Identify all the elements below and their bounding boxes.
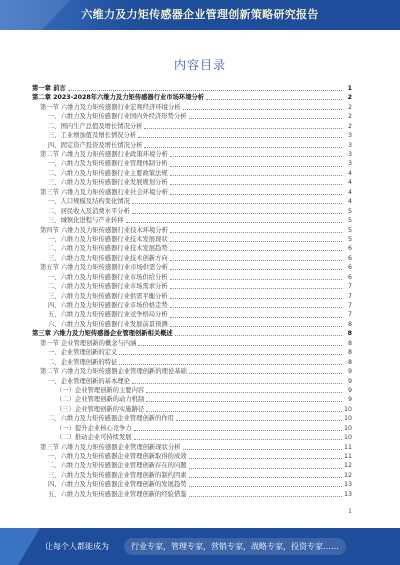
toc-entry-page: 10 bbox=[343, 434, 352, 442]
toc-entry-title: 二、企业管理创新的特征 bbox=[48, 358, 118, 366]
toc-entry-page: 8 bbox=[347, 330, 352, 338]
toc-entry[interactable] bbox=[32, 471, 352, 480]
toc-entry-title: 一、六维力及力矩传感器企业管理创新取得的成效 bbox=[48, 453, 187, 461]
toc-entry-page: 8 bbox=[347, 339, 352, 347]
toc-entry-page: 10 bbox=[343, 415, 352, 423]
dot-leader bbox=[189, 458, 342, 459]
dot-leader bbox=[144, 147, 342, 148]
toc-entry-title: 第三节 六维力及力矩传感器企业管理创新现状分析 bbox=[40, 443, 181, 451]
toc-entry-title: 第三节 六维力及力矩传感器行业社会环境分析 bbox=[40, 188, 168, 196]
toc-entry[interactable] bbox=[32, 452, 352, 461]
toc-entry[interactable] bbox=[32, 131, 352, 140]
toc-entry-page: 5 bbox=[347, 207, 352, 215]
toc-entry[interactable] bbox=[32, 348, 352, 357]
dot-leader bbox=[146, 411, 342, 412]
toc-entry[interactable] bbox=[32, 386, 352, 395]
toc-entry-page: 12 bbox=[343, 471, 352, 479]
toc-entry-title: 一、六维力及力矩传感器行业管理体制分析 bbox=[48, 160, 168, 168]
toc-entry[interactable] bbox=[32, 301, 352, 310]
toc-entry[interactable] bbox=[32, 339, 352, 348]
toc-entry[interactable] bbox=[32, 226, 352, 235]
footer-slogan: 让每个人都能成为 bbox=[45, 542, 109, 551]
toc-entry[interactable] bbox=[32, 178, 352, 187]
toc-entry[interactable] bbox=[32, 490, 352, 499]
dot-leader bbox=[170, 156, 342, 157]
toc-entry[interactable] bbox=[32, 122, 352, 131]
toc-entry-title: 一、六维力及力矩传感器行业国内外经济形势分析 bbox=[48, 113, 187, 121]
toc-entry-title: 第三章 六维力及力矩传感器企业管理创新相关概述 bbox=[32, 330, 173, 338]
toc-entry-page: 8 bbox=[347, 358, 352, 366]
dot-leader bbox=[134, 430, 342, 431]
toc-entry[interactable] bbox=[32, 197, 352, 206]
toc-entry-page: 7 bbox=[347, 302, 352, 310]
toc-entry[interactable] bbox=[32, 358, 352, 367]
toc-entry[interactable] bbox=[32, 480, 352, 489]
toc-entry-page: 9 bbox=[347, 396, 352, 404]
toc-entry-page: 10 bbox=[343, 405, 352, 413]
toc-entry-page: 9 bbox=[347, 377, 352, 385]
toc-entry-page: 12 bbox=[343, 462, 352, 470]
toc-entry-page: 4 bbox=[347, 179, 352, 187]
dot-leader bbox=[138, 345, 342, 346]
toc-entry-page: 6 bbox=[347, 273, 352, 281]
toc-entry-title: 二、居民收入及消费水平分析 bbox=[48, 207, 130, 215]
toc-entry-page: 10 bbox=[343, 424, 352, 432]
toc-entry-title: 第一章 前言 bbox=[32, 84, 66, 92]
toc-heading: 内容目录 bbox=[173, 58, 226, 72]
toc-entry-title: 第二章 2023-2028年六维力及力矩传感器行业市场环境分析 bbox=[32, 94, 205, 102]
toc-entry-title: 三、六维力及力矩传感器行业发展规划分析 bbox=[48, 179, 168, 187]
document-title: 六维力及力矩传感器企业管理创新策略研究报告 bbox=[81, 8, 319, 21]
toc-entry-page: 3 bbox=[347, 151, 352, 159]
table-of-contents bbox=[32, 84, 352, 499]
toc-entry-title: 第一节 六维力及力矩传感器行业宏观经济环境分析 bbox=[40, 103, 181, 111]
toc-entry-title: 六、六维力及力矩传感器行业发展前景预测 bbox=[48, 320, 168, 328]
page-number: 1 bbox=[348, 508, 352, 515]
toc-entry-title: （一）提升企业核心竞争力 bbox=[56, 424, 132, 432]
toc-entry[interactable] bbox=[32, 443, 352, 452]
dot-leader bbox=[170, 232, 342, 233]
toc-entry[interactable] bbox=[32, 405, 352, 414]
toc-entry-page: 4 bbox=[347, 169, 352, 177]
dot-leader bbox=[170, 317, 342, 318]
toc-entry-page: 13 bbox=[343, 490, 352, 498]
toc-entry-title: 四、固定资产投资及增长情况分析 bbox=[48, 141, 143, 149]
toc-entry-title: 三、城镇化进程与产业转移 bbox=[48, 217, 124, 225]
toc-entry-title: （二）企业管理创新的动力机制 bbox=[56, 396, 145, 404]
toc-entry[interactable] bbox=[32, 282, 352, 291]
toc-entry-title: 三、六维力及力矩传感器企业管理创新的制约因素 bbox=[48, 471, 187, 479]
dot-leader bbox=[189, 468, 342, 469]
toc-entry-page: 7 bbox=[347, 292, 352, 300]
footer-accent bbox=[0, 528, 40, 565]
toc-entry-page: 3 bbox=[347, 132, 352, 140]
toc-entry-title: 一、企业管理创新的基本理论 bbox=[48, 377, 130, 385]
toc-entry[interactable] bbox=[32, 112, 352, 121]
dot-leader bbox=[132, 203, 342, 204]
toc-entry-page: 3 bbox=[347, 160, 352, 168]
dot-leader bbox=[170, 241, 342, 242]
toc-entry-page: 2 bbox=[347, 103, 352, 111]
toc-entry-title: 三、六维力及力矩传感器行业供需平衡分析 bbox=[48, 292, 168, 300]
toc-entry[interactable] bbox=[32, 377, 352, 386]
toc-entry-page: 2 bbox=[347, 113, 352, 121]
dot-leader bbox=[132, 383, 342, 384]
toc-entry-page: 4 bbox=[347, 198, 352, 206]
dot-leader bbox=[189, 373, 342, 374]
dot-leader bbox=[170, 166, 342, 167]
toc-entry-page: 5 bbox=[347, 226, 352, 234]
toc-entry[interactable] bbox=[32, 414, 352, 423]
dot-leader bbox=[170, 298, 342, 299]
toc-entry[interactable] bbox=[32, 93, 352, 102]
toc-entry-page: 6 bbox=[347, 264, 352, 272]
toc-entry-title: 三、六维力及力矩传感器行业技术创新方向 bbox=[48, 254, 168, 262]
dot-leader bbox=[170, 175, 342, 176]
toc-entry-title: 二、六维力及力矩传感器企业管理创新存在的问题 bbox=[48, 462, 187, 470]
toc-entry-page: 11 bbox=[343, 453, 352, 461]
toc-entry-page: 3 bbox=[347, 141, 352, 149]
toc-entry-page: 7 bbox=[347, 283, 352, 291]
dot-leader bbox=[170, 326, 342, 327]
toc-entry[interactable] bbox=[32, 311, 352, 320]
toc-entry-title: 一、六维力及力矩传感器行业技术发展现状 bbox=[48, 235, 168, 243]
dot-leader bbox=[175, 335, 342, 336]
toc-entry[interactable] bbox=[32, 329, 352, 338]
toc-entry[interactable] bbox=[32, 244, 352, 253]
dot-leader bbox=[170, 260, 342, 261]
toc-entry-title: 二、六维力及力矩传感器行业技术发展趋势 bbox=[48, 245, 168, 253]
dot-leader bbox=[176, 420, 342, 421]
dot-leader bbox=[68, 90, 342, 91]
dot-leader bbox=[126, 222, 342, 223]
toc-entry-title: 二、国内生产总值及增长情况分析 bbox=[48, 122, 143, 130]
toc-entry-page: 2 bbox=[347, 94, 352, 102]
toc-entry[interactable] bbox=[32, 141, 352, 150]
toc-entry-page: 6 bbox=[347, 254, 352, 262]
toc-entry-title: 第四节 六维力及力矩传感器行业技术环境分析 bbox=[40, 226, 168, 234]
dot-leader bbox=[189, 496, 342, 497]
dot-leader bbox=[206, 99, 342, 100]
toc-entry-page: 6 bbox=[347, 245, 352, 253]
dot-leader bbox=[170, 194, 342, 195]
toc-entry-title: （二）推动企业可持续发展 bbox=[56, 434, 132, 442]
toc-entry[interactable] bbox=[32, 207, 352, 216]
toc-entry-page: 2 bbox=[347, 122, 352, 130]
toc-entry-page: 13 bbox=[343, 481, 352, 489]
dot-leader bbox=[138, 137, 342, 138]
toc-entry[interactable] bbox=[32, 367, 352, 376]
toc-entry[interactable] bbox=[32, 395, 352, 404]
dot-leader bbox=[146, 401, 342, 402]
toc-entry[interactable] bbox=[32, 320, 352, 329]
toc-entry-page: 7 bbox=[347, 311, 352, 319]
dot-leader bbox=[144, 128, 342, 129]
toc-entry[interactable] bbox=[32, 169, 352, 178]
toc-entry[interactable] bbox=[32, 160, 352, 169]
toc-entry[interactable] bbox=[32, 103, 352, 112]
dot-leader bbox=[119, 354, 342, 355]
toc-entry[interactable] bbox=[32, 235, 352, 244]
toc-entry[interactable] bbox=[32, 254, 352, 263]
toc-entry-page: 9 bbox=[347, 368, 352, 376]
toc-entry[interactable] bbox=[32, 462, 352, 471]
toc-entry-title: 一、人口规模及结构变化情况 bbox=[48, 198, 130, 206]
footer-roles-badge: 行业专家，管理专家，营销专家，战略专家，投资专家…… bbox=[124, 538, 346, 555]
dot-leader bbox=[146, 392, 342, 393]
toc-entry-title: 一、企业管理创新的定义 bbox=[48, 349, 118, 357]
dot-leader bbox=[189, 118, 342, 119]
toc-entry-title: 第二节 六维力及力矩传感器行业政策环境分析 bbox=[40, 151, 168, 159]
dot-leader bbox=[170, 269, 342, 270]
dot-leader bbox=[132, 213, 342, 214]
toc-entry-title: 五、六维力及力矩传感器企业管理创新的经验借鉴 bbox=[48, 490, 187, 498]
dot-leader bbox=[170, 279, 342, 280]
toc-entry[interactable] bbox=[32, 424, 352, 433]
toc-entry[interactable] bbox=[32, 84, 352, 93]
toc-entry-page: 11 bbox=[343, 443, 352, 451]
dot-leader bbox=[134, 439, 342, 440]
toc-entry-title: 二、六维力及力矩传感器行业市场需求分析 bbox=[48, 283, 168, 291]
toc-entry-title: 五、六维力及力矩传感器行业竞争格局分析 bbox=[48, 311, 168, 319]
toc-entry-page: 5 bbox=[347, 217, 352, 225]
toc-entry-title: 二、六维力及力矩传感器企业管理创新的作用 bbox=[48, 415, 174, 423]
toc-entry[interactable] bbox=[32, 188, 352, 197]
toc-entry[interactable] bbox=[32, 292, 352, 301]
toc-entry-title: 第二节 六维力及力矩传感器企业管理创新的理论基础 bbox=[40, 368, 187, 376]
toc-entry[interactable] bbox=[32, 150, 352, 159]
dot-leader bbox=[170, 288, 342, 289]
toc-entry[interactable] bbox=[32, 273, 352, 282]
dot-leader bbox=[189, 486, 342, 487]
toc-entry-title: 第五节 六维力及力矩传感器行业市场供需分析 bbox=[40, 264, 168, 272]
dot-leader bbox=[189, 477, 342, 478]
toc-entry-title: 三、工业增加值及增长情况分析 bbox=[48, 132, 137, 140]
dot-leader bbox=[170, 184, 342, 185]
footer-bar bbox=[0, 528, 400, 565]
toc-entry-title: 一、六维力及力矩传感器行业市场供给分析 bbox=[48, 273, 168, 281]
toc-entry-page: 8 bbox=[347, 320, 352, 328]
dot-leader bbox=[183, 449, 342, 450]
toc-entry-title: 四、六维力及力矩传感器企业管理创新的发展趋势 bbox=[48, 481, 187, 489]
toc-entry-title: （三）企业管理创新的实施路径 bbox=[56, 405, 145, 413]
toc-entry-title: （一）企业管理创新的主要内容 bbox=[56, 386, 145, 394]
toc-entry-page: 9 bbox=[347, 386, 352, 394]
dot-leader bbox=[183, 109, 342, 110]
toc-entry-page: 5 bbox=[347, 235, 352, 243]
toc-entry-title: 第一节 企业管理创新的概念与内涵 bbox=[40, 339, 137, 347]
toc-entry[interactable] bbox=[32, 433, 352, 442]
toc-entry-page: 4 bbox=[347, 188, 352, 196]
dot-leader bbox=[170, 307, 342, 308]
dot-leader bbox=[170, 250, 342, 251]
toc-entry-page: 1 bbox=[347, 84, 352, 92]
dot-leader bbox=[119, 364, 342, 365]
toc-entry-title: 二、六维力及力矩传感器行业主要政策法规 bbox=[48, 169, 168, 177]
toc-entry[interactable] bbox=[32, 263, 352, 272]
toc-entry-title: 四、六维力及力矩传感器行业市场价格走势 bbox=[48, 302, 168, 310]
toc-entry-page: 8 bbox=[347, 349, 352, 357]
toc-entry[interactable] bbox=[32, 216, 352, 225]
